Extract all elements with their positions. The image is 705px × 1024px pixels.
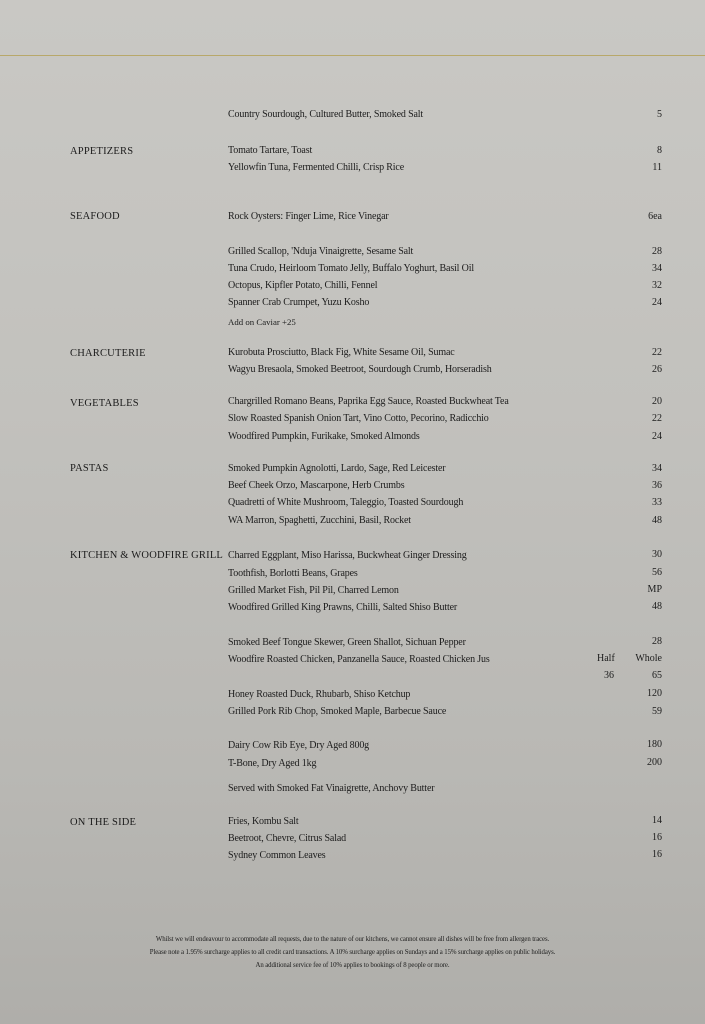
section-title-vegetables: VEGETABLES: [70, 398, 139, 409]
menu-price: 30: [652, 549, 662, 560]
menu-item: Chargrilled Romano Beans, Paprika Egg Sauce, Roasted Buckwheat Tea: [228, 396, 509, 407]
menu-item: Tuna Crudo, Heirloom Tomato Jelly, Buffalo Yoghurt, Basil Oil: [228, 263, 474, 274]
menu-price: 120: [647, 688, 662, 699]
menu-price: 16: [652, 849, 662, 860]
menu-item-bread: Country Sourdough, Cultured Butter, Smoked Salt: [228, 109, 424, 120]
footer-disclaimer: [0, 933, 705, 972]
menu-item: WA Marron, Spaghetti, Zucchini, Basil, Rocket: [228, 515, 411, 526]
menu-price: 33: [652, 497, 662, 508]
menu-item: Dairy Cow Rib Eye, Dry Aged 800g: [228, 740, 370, 751]
menu-price: 22: [652, 413, 662, 424]
menu-price: 59: [652, 706, 662, 717]
menu-item: Woodfired Grilled King Prawns, Chilli, Salted Shiso Butter: [228, 602, 458, 613]
steak-note: Served with Smoked Fat Vinaigrette, Anchovy Butter: [228, 783, 435, 794]
menu-price: 32: [652, 280, 662, 291]
menu-item: Grilled Pork Rib Chop, Smoked Maple, Barbecue Sauce: [228, 706, 447, 717]
menu-item: Fries, Kombu Salt: [228, 816, 299, 827]
menu-item: Toothfish, Borlotti Beans, Grapes: [228, 568, 358, 579]
menu-item: Wagyu Bresaola, Smoked Beetroot, Sourdough Crumb, Horseradish: [228, 364, 492, 375]
section-title-kitchen: KITCHEN & WOODFIRE GRILL: [70, 550, 224, 561]
whole-label: Whole: [635, 653, 662, 664]
menu-item: Beetroot, Chevre, Citrus Salad: [228, 833, 346, 844]
footer-line: Please note a 1.95% surcharge applies to all credit card transactions. A 10% surcharge applies on Sundays and a 15% surcharge applies on public holidays.: [149, 949, 556, 956]
menu-price: 28: [652, 636, 662, 647]
menu-price: 34: [652, 463, 662, 474]
section-title-seafood: SEAFOOD: [70, 211, 120, 222]
menu-price: 180: [647, 739, 662, 750]
menu-item: Grilled Market Fish, Pil Pil, Charred Lemon: [228, 585, 399, 596]
section-title-charcuterie: CHARCUTERIE: [70, 348, 146, 359]
menu-price: 28: [652, 246, 662, 257]
menu-price: 5: [657, 109, 662, 120]
caviar-note: Add on Caviar +25: [228, 317, 296, 327]
menu-item: Octopus, Kipfler Potato, Chilli, Fennel: [228, 280, 378, 291]
menu-price: 11: [652, 162, 662, 173]
menu-item: Sydney Common Leaves: [228, 850, 326, 861]
menu-price: 24: [652, 431, 662, 442]
menu-price: MP: [647, 584, 662, 595]
menu-item: Beef Cheek Orzo, Mascarpone, Herb Crumbs: [228, 480, 405, 491]
menu-item: Charred Eggplant, Miso Harissa, Buckwheat Ginger Dressing: [228, 550, 467, 561]
menu-price: 200: [647, 757, 662, 768]
menu-price: 48: [652, 601, 662, 612]
menu-price: 56: [652, 567, 662, 578]
menu-price: 34: [652, 263, 662, 274]
footer-line: An additional service fee of 10% applies to bookings of 8 people or more.: [255, 962, 450, 969]
menu-item: Slow Roasted Spanish Onion Tart, Vino Cotto, Pecorino, Radicchio: [228, 413, 489, 424]
half-price: 36: [604, 670, 614, 681]
menu-price: 20: [652, 396, 662, 407]
section-title-side: ON THE SIDE: [70, 817, 137, 828]
menu-price: 16: [652, 832, 662, 843]
section-title-pastas: PASTAS: [70, 463, 109, 474]
menu-item-roasted-chicken: Woodfire Roasted Chicken, Panzanella Sauce, Roasted Chicken Jus: [228, 654, 490, 665]
menu-price: 48: [652, 515, 662, 526]
menu-price: 36: [652, 480, 662, 491]
menu-item: Spanner Crab Crumpet, Yuzu Kosho: [228, 297, 370, 308]
menu-item: Yellowfin Tuna, Fermented Chilli, Crisp Rice: [228, 162, 405, 173]
menu-item: Quadretti of White Mushroom, Taleggio, Toasted Sourdough: [228, 497, 464, 508]
menu-item: Rock Oysters: Finger Lime, Rice Vinegar: [228, 211, 389, 222]
menu-price: 6ea: [648, 211, 662, 222]
menu-item: Smoked Beef Tongue Skewer, Green Shallot, Sichuan Pepper: [228, 637, 466, 648]
whole-price: 65: [652, 670, 662, 681]
menu-item: Kurobuta Prosciutto, Black Fig, White Sesame Oil, Sumac: [228, 347, 455, 358]
menu-item: Grilled Scallop, 'Nduja Vinaigrette, Sesame Salt: [228, 246, 414, 257]
menu-price: 24: [652, 297, 662, 308]
menu-price: 14: [652, 815, 662, 826]
menu-item: Smoked Pumpkin Agnolotti, Lardo, Sage, Red Leicester: [228, 463, 446, 474]
menu-item: T-Bone, Dry Aged 1kg: [228, 758, 317, 769]
menu-price: 22: [652, 347, 662, 358]
footer-line: Whilst we will endeavour to accommodate all requests, due to the nature of our kitchens, we cannot ensure all dishes will be free from allergen traces.: [155, 936, 550, 943]
menu-item: Tomato Tartare, Toast: [228, 145, 313, 156]
menu-item: Honey Roasted Duck, Rhubarb, Shiso Ketchup: [228, 689, 411, 700]
top-rule: [0, 55, 705, 56]
menu-price: 26: [652, 364, 662, 375]
menu-item: Woodfired Pumpkin, Furikake, Smoked Almonds: [228, 431, 420, 442]
half-label: Half: [597, 653, 615, 664]
menu-price: 8: [657, 145, 662, 156]
section-title-appetizers: APPETIZERS: [70, 146, 134, 157]
